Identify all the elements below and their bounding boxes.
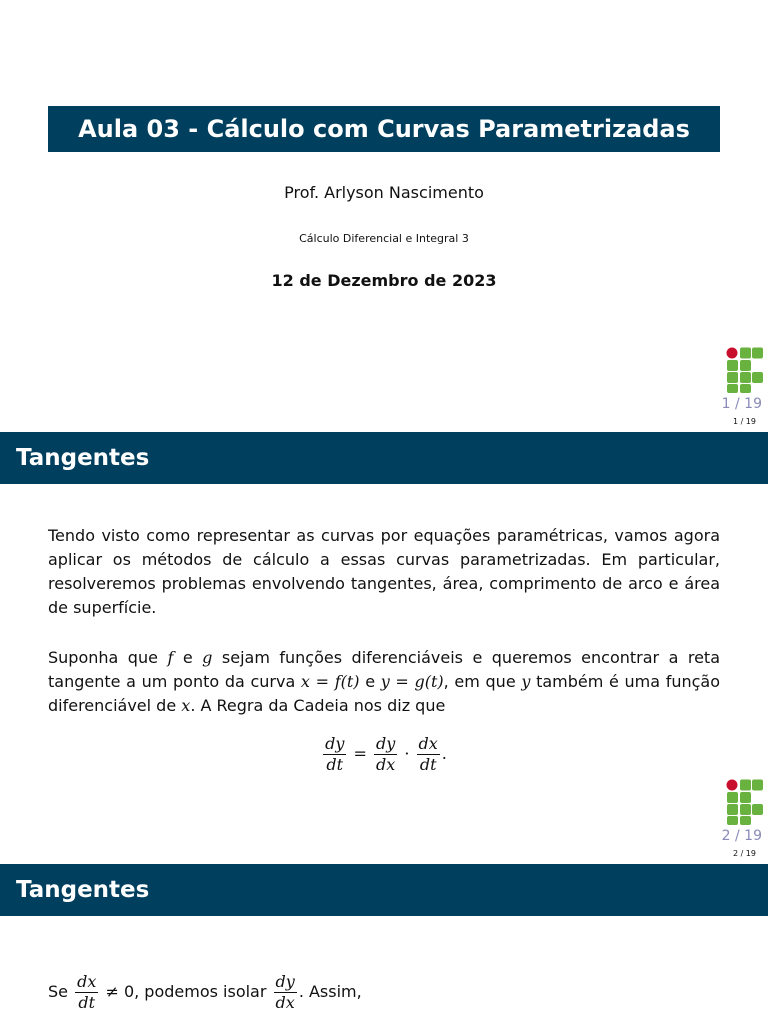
page-counter: 2 / 19: [732, 849, 756, 858]
denominator: dx: [375, 755, 396, 774]
text-segment: Suponha que: [48, 648, 158, 667]
slide-3: [0, 864, 768, 1024]
institution-logo-icon: [726, 778, 764, 826]
page-counter: 1 / 19: [732, 417, 756, 426]
text-segment: Se: [48, 982, 68, 1001]
page-number: 2 / 19: [721, 828, 762, 844]
text-segment: e: [365, 672, 376, 691]
presentation-date: 12 de Dezembro de 2023: [271, 271, 497, 290]
period: .: [441, 744, 447, 763]
numerator: dy: [275, 972, 295, 991]
math-x-eq: x = f(t): [300, 672, 360, 691]
slide-2: [0, 432, 768, 864]
equals-sign: =: [353, 744, 367, 763]
numerator: dx: [77, 972, 97, 991]
chain-rule-equation: [0, 734, 768, 775]
numerator: dy: [325, 734, 345, 753]
math-var-g: g: [202, 648, 213, 667]
fraction-dx-dt: [417, 734, 440, 775]
paragraph-intro: Tendo visto como representar as curvas por equações paramétricas, vamos agora aplicar os métodos de cálculo a essas curvas parametrizadas. Em particular, resolveremos problemas envolvendo tangentes, área, comprimento de arco e área de superfície.: [48, 526, 720, 617]
fraction-dy-dx: [274, 972, 297, 1013]
text-segment: ≠ 0, podemos isolar: [105, 982, 267, 1001]
numerator: dx: [418, 734, 438, 753]
text-segment: , em que: [443, 672, 516, 691]
fraction-dy-dt: [323, 734, 346, 775]
slide-1: [0, 0, 768, 432]
denominator: dt: [419, 755, 437, 774]
fraction-dx-dt: [75, 972, 98, 1013]
frame-title: Tangentes: [0, 864, 768, 916]
multiply-dot: ·: [404, 744, 410, 763]
numerator: dy: [375, 734, 396, 753]
presentation-title: Aula 03 - Cálculo com Curvas Parametrizadas: [48, 106, 720, 152]
text-segment: sejam funções diferenciáveis e queremos encontrar a reta tangente a um ponto da curva: [48, 648, 721, 691]
math-var-x: x: [181, 696, 191, 715]
page-number: 1 / 19: [721, 396, 762, 412]
math-var-f: f: [167, 648, 174, 667]
denominator: dt: [326, 755, 344, 774]
course-name: Cálculo Diferencial e Integral 3: [299, 232, 469, 245]
institution-logo-icon: [726, 346, 764, 394]
math-y-eq: y = g(t): [380, 672, 444, 691]
text-segment: . A Regra da Cadeia nos diz que: [190, 696, 446, 715]
author: Prof. Arlyson Nascimento: [284, 183, 484, 202]
frame-title: Tangentes: [0, 432, 768, 484]
paragraph-isolate: [48, 972, 720, 1013]
text-segment: . Assim,: [298, 982, 362, 1001]
math-var-y: y: [521, 672, 531, 691]
text-segment: e: [182, 648, 193, 667]
paragraph-chain-rule: [48, 646, 720, 718]
fraction-dy-dx: [374, 734, 397, 775]
denominator: dt: [78, 993, 96, 1012]
text-segment: também é uma função diferenciável de: [48, 672, 720, 715]
denominator: dx: [275, 993, 295, 1012]
